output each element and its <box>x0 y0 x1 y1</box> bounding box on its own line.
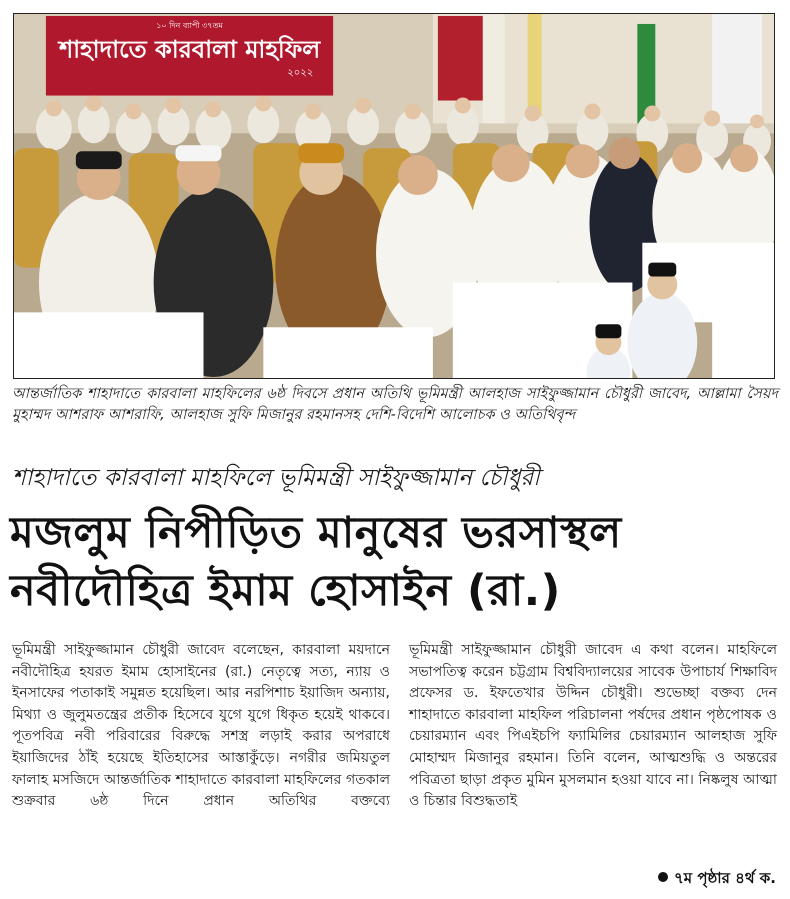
continuation-note <box>658 867 776 892</box>
banner-year: ২০২২ <box>287 67 314 79</box>
event-scene-illustration <box>14 14 774 378</box>
bullet-icon <box>658 872 668 882</box>
photo-caption: আন্তর্জাতিক শাহাদাতে কারবালা মাহফিলের ৬ষ্ঠ দিবসে প্রধান অতিথি ভূমিমন্ত্রী আলহাজ সাইফুজ্জামান চৌধুরী জাবেদ, আল্লামা সৈয়দ মুহাম্মদ আশরাফ আশরাফি, আলহাজ সুফি মিজানুর রহমানসহ দেশি-বিদেশি আলোচক ও অতিথিবৃন্দ <box>12 386 778 423</box>
body-column-left <box>12 640 390 813</box>
body-paragraph-left: ভূমিমন্ত্রী সাইফুজ্জামান চৌধুরী জাবেদ বলেছেন, কারবালা ময়দানে নবীদৌহিত্র হযরত ইমাম হোসাইনের (রা.) নেতৃত্বে সত্য, ন্যায় ও ইনসাফের পতাকাই সমুন্নত হয়েছিল। আর নরপিশাচ ইয়াজিদ অন্যায়, মিথ্যা ও জুলুমতন্ত্রের প্রতীক হিসেবে যুগে যুগে ধিকৃত হয়েই থাকবে। পূতপবিত্র নবী পরিবারের বিরুদ্ধে সশস্ত্র লড়াই করার অপরাধে ইয়াজিদের ঠাঁই হয়েছে ইতিহাসের আস্তাকুঁড়ে। নগরীর জমিয়তুল ফালাহ মসজিদে আন্তর্জাতিক শাহাদাতে কারবালা মাহফিলের গতকাল শুক্রবার ৬ষ্ঠ দিনে প্রধান অতিথির বক্তব্যে <box>12 642 390 810</box>
banner-title: শাহাদাতে কারবালা মাহফিল <box>58 35 321 64</box>
headline-line-2: নবীদৌহিত্র ইমাম হোসাইন (রা.) <box>10 566 561 616</box>
main-headline <box>10 504 780 620</box>
banner-top-text: ১০ দিন ব্যাপী ৩৭তম <box>156 20 223 30</box>
kicker-headline: শাহাদাতে কারবালা মাহফিলে ভূমিমন্ত্রী সাইফুজ্জামান চৌধুরী <box>12 465 540 491</box>
body-column-right <box>409 640 777 813</box>
headline-line-1: মজলুম নিপীড়িত মানুষের ভরসাস্থল <box>10 508 622 558</box>
continuation-text: ৭ম পৃষ্ঠার ৪র্থ ক. <box>674 869 776 887</box>
body-paragraph-right: ভূমিমন্ত্রী সাইফুজ্জামান চৌধুরী জাবেদ এ কথা বলেন। মাহফিলে সভাপতিত্ব করেন চট্টগ্রাম বিশ্ববিদ্যালয়ের সাবেক উপাচার্য শিক্ষাবিদ প্রফেসর ড. ইফতেখার উদ্দিন চৌধুরী। শুভেচ্ছা বক্তব্য দেন শাহাদাতে কারবালা মাহফিল পরিচালনা পর্ষদের প্রধান পৃষ্ঠপোষক ও চেয়ারম্যান এবং পিএইচপি ফ্যামিলির চেয়ারম্যান আলহাজ সুফি মোহাম্মদ মিজানুর রহমান। তিনি বলেন, আত্মশুদ্ধি ও অন্তরের পবিত্রতা ছাড়া প্রকৃত মুমিন মুসলমান হওয়া যাবে না। নিষ্কলুষ আত্মা ও চিন্তার বিশুদ্ধতাই <box>409 642 777 810</box>
news-photo <box>13 13 775 379</box>
